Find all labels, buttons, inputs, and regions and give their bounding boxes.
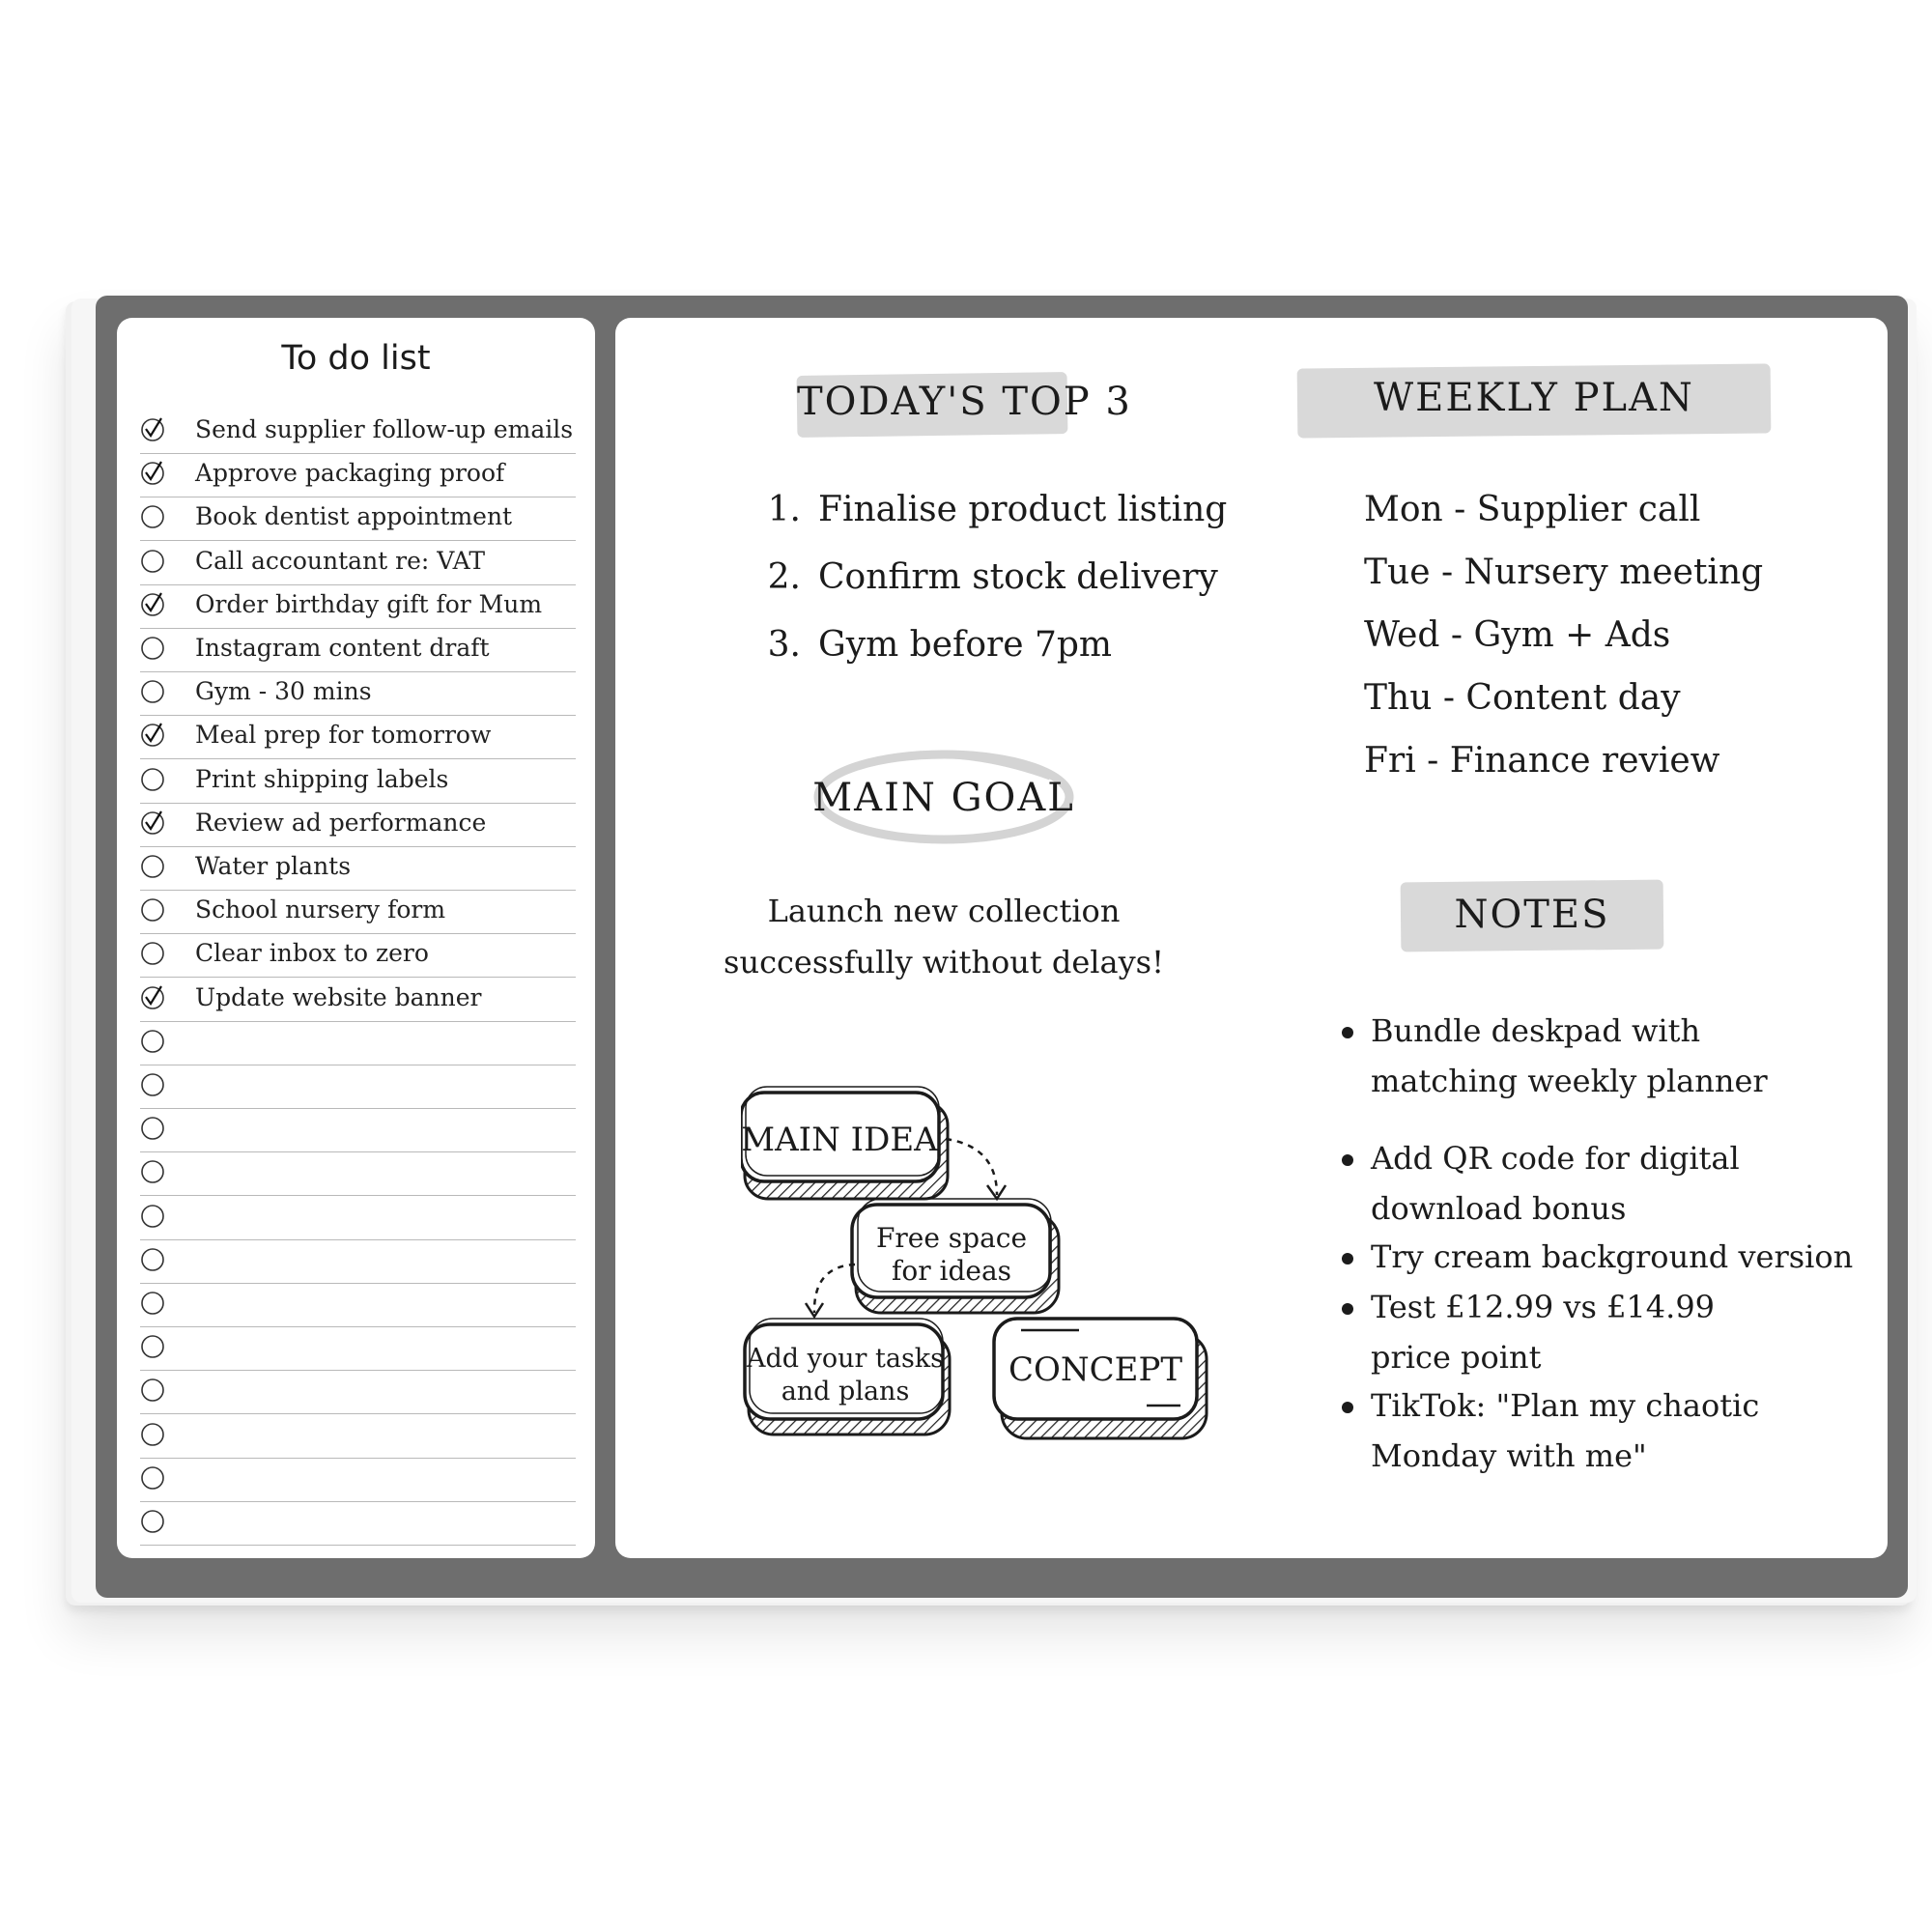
checked-circle-icon[interactable] — [140, 592, 165, 617]
main-panel — [615, 318, 1888, 1558]
weekly-day: Thu - Content day — [1364, 678, 1681, 718]
todo-item[interactable] — [140, 1108, 576, 1152]
todo-item[interactable] — [140, 846, 576, 891]
empty-circle-icon[interactable] — [140, 767, 165, 792]
empty-circle-icon[interactable] — [140, 1159, 165, 1184]
empty-circle-icon[interactable] — [140, 1072, 165, 1097]
todo-item[interactable] — [140, 933, 576, 978]
empty-circle-icon[interactable] — [140, 1465, 165, 1491]
todo-item[interactable] — [140, 541, 576, 585]
note-bullet-3 — [1342, 1253, 1353, 1264]
todo-item[interactable] — [140, 1458, 576, 1502]
note-bullet-5 — [1342, 1402, 1353, 1413]
checked-circle-icon[interactable] — [140, 810, 165, 836]
weekly-day: Mon - Supplier call — [1364, 490, 1701, 529]
empty-circle-icon[interactable] — [140, 1204, 165, 1229]
todo-item-label: Order birthday gift for Mum — [195, 589, 543, 618]
todo-item[interactable] — [140, 1151, 576, 1196]
top3-num-2: 2. — [767, 557, 801, 597]
map-free-line-1: Free space — [875, 1222, 1028, 1254]
todo-item[interactable] — [140, 1326, 576, 1371]
checked-circle-icon[interactable] — [140, 461, 165, 486]
empty-circle-icon[interactable] — [140, 679, 165, 704]
goal-title: MAIN GOAL — [812, 776, 1075, 820]
todo-item[interactable] — [140, 1501, 576, 1546]
checked-circle-icon[interactable] — [140, 723, 165, 748]
todo-item[interactable] — [140, 671, 576, 716]
todo-item-label: Instagram content draft — [195, 634, 490, 662]
checked-circle-icon[interactable] — [140, 417, 165, 442]
note-item-3: Try cream background version — [1371, 1238, 1854, 1275]
todo-item[interactable] — [140, 715, 576, 759]
map-main-idea: MAIN IDEA — [741, 1121, 938, 1159]
empty-circle-icon[interactable] — [140, 854, 165, 879]
mind-map — [741, 1081, 1282, 1525]
notes-title: NOTES — [1454, 893, 1610, 937]
empty-circle-icon[interactable] — [140, 1378, 165, 1403]
empty-circle-icon[interactable] — [140, 504, 165, 529]
empty-circle-icon[interactable] — [140, 1029, 165, 1054]
note-item-5: TikTok: "Plan my chaotic Monday with me" — [1371, 1387, 1760, 1474]
todo-item[interactable] — [140, 410, 576, 454]
goal-line-1: Launch new collection — [767, 893, 1121, 929]
empty-circle-icon[interactable] — [140, 897, 165, 923]
todo-item-label: Review ad performance — [195, 808, 487, 837]
map-tasks-line-2: and plans — [781, 1377, 910, 1406]
weekly-day: Wed - Gym + Ads — [1364, 615, 1671, 655]
todo-item-label: Clear inbox to zero — [195, 939, 429, 968]
todo-item[interactable] — [140, 759, 576, 804]
todo-item[interactable] — [140, 1370, 576, 1414]
todo-item[interactable] — [140, 890, 576, 934]
weekly-day: Fri - Finance review — [1364, 741, 1720, 781]
top3-num-1: 1. — [767, 490, 801, 529]
map-free-line-2: for ideas — [891, 1255, 1012, 1287]
weekly-day: Tue - Nursery meeting — [1364, 553, 1764, 592]
note-bullet-1 — [1342, 1027, 1353, 1038]
note-bullet-4 — [1342, 1303, 1353, 1315]
note-item-1: Bundle deskpad with matching weekly planner — [1371, 1012, 1768, 1099]
todo-item[interactable] — [140, 1239, 576, 1284]
empty-circle-icon[interactable] — [140, 1509, 165, 1534]
todo-item[interactable] — [140, 497, 576, 541]
todo-item[interactable] — [140, 628, 576, 672]
todo-item[interactable] — [140, 803, 576, 847]
todo-item-label: School nursery form — [195, 895, 446, 924]
todo-item-label: Call accountant re: VAT — [195, 546, 486, 575]
todo-item[interactable] — [140, 1283, 576, 1327]
map-tasks-line-1: Add your tasks — [746, 1344, 945, 1374]
todo-item-label: Send supplier follow-up emails — [195, 415, 574, 443]
todo-item[interactable] — [140, 1414, 576, 1459]
todo-item[interactable] — [140, 584, 576, 629]
empty-circle-icon[interactable] — [140, 1247, 165, 1272]
top3-item-1: Finalise product listing — [818, 490, 1228, 529]
note-item-2: Add QR code for digital download bonus — [1371, 1140, 1740, 1227]
todo-item-label: Meal prep for tomorrow — [195, 721, 492, 750]
checked-circle-icon[interactable] — [140, 985, 165, 1010]
empty-circle-icon[interactable] — [140, 636, 165, 661]
todo-item[interactable] — [140, 1021, 576, 1065]
todo-item[interactable] — [140, 1065, 576, 1109]
weekly-title: WEEKLY PLAN — [1374, 376, 1694, 420]
todo-panel — [117, 318, 595, 1558]
top3-item-2: Confirm stock delivery — [818, 557, 1218, 597]
note-bullet-2 — [1342, 1154, 1353, 1166]
todo-item[interactable] — [140, 1196, 576, 1240]
top3-item-3: Gym before 7pm — [818, 625, 1113, 665]
todo-item-label: Book dentist appointment — [195, 502, 513, 531]
top3-title: TODAY'S TOP 3 — [797, 380, 1132, 424]
empty-circle-icon[interactable] — [140, 1116, 165, 1141]
todo-item[interactable] — [140, 453, 576, 497]
todo-title: To do list — [281, 339, 431, 378]
note-item-4: Test £12.99 vs £14.99 price point — [1371, 1289, 1716, 1376]
todo-item[interactable] — [140, 978, 576, 1022]
empty-circle-icon[interactable] — [140, 1291, 165, 1316]
map-concept: CONCEPT — [1008, 1350, 1183, 1389]
empty-circle-icon[interactable] — [140, 549, 165, 574]
empty-circle-icon[interactable] — [140, 941, 165, 966]
empty-circle-icon[interactable] — [140, 1334, 165, 1359]
todo-item-label: Print shipping labels — [195, 764, 449, 793]
empty-circle-icon[interactable] — [140, 1422, 165, 1447]
todo-item-label: Update website banner — [195, 982, 482, 1011]
top3-num-3: 3. — [767, 625, 801, 665]
todo-item-label: Approve packaging proof — [195, 459, 505, 488]
goal-line-2: successfully without delays! — [724, 944, 1164, 980]
todo-item-label: Gym - 30 mins — [195, 677, 372, 706]
todo-item-label: Water plants — [195, 852, 352, 880]
